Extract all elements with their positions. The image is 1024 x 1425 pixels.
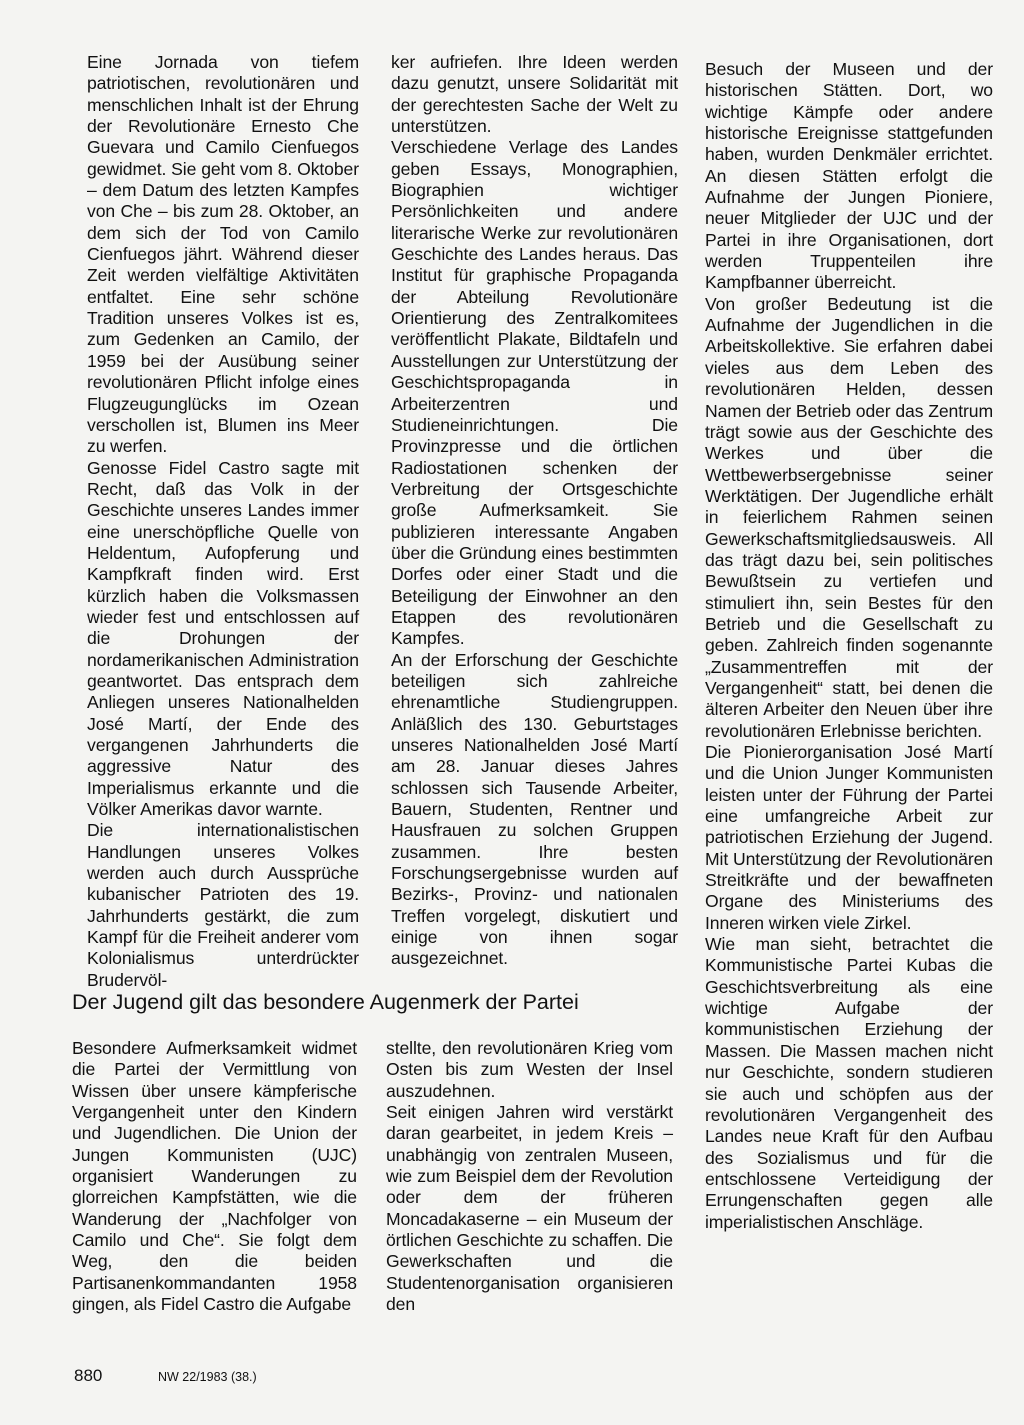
article-column-4 <box>72 1038 357 1315</box>
paragraph: Die Pionierorganisation José Martí und die Union Junger Kommunisten leisten unter der Führung der Partei eine umfangreiche Arbeit zur patriotischen Erziehung der Jugend. Mit Unterstützung der Revolutionären Streitkräfte und der bewaffneten Organe des Ministeriums des Inneren wirken viele Zirkel. <box>705 742 993 933</box>
paragraph: Von großer Bedeutung ist die Aufnahme der Jugendlichen in die Arbeitskollektive. Sie erfahren dabei vieles aus dem Leben des revolutionären Helden, dessen Namen der Betrieb oder das Zentrum trägt sowie aus der Geschichte des Werkes und über die Wettbewerbsergebnisse seiner Werktätigen. Der Jugendliche erhält in feierlichem Rahmen seinen Gewerkschaftsmitgliedsausweis. All das trägt dazu bei, sein politisches Bewußtsein zu vertiefen und stimuliert ihn, sein Bestes für den Betrieb und die Gesellschaft zu geben. Zahlreich finden sogenannte „Zusammentreffen mit der Vergangenheit“ statt, bei denen die älteren Arbeiter den Neuen über ihre revolutionären Erlebnisse berichten. <box>705 293 994 741</box>
page-number: 880 <box>74 1366 103 1385</box>
paragraph: Seit einigen Jahren wird verstärkt daran gearbeitet, in jedem Kreis – unabhängig von zentralen Museen, wie zum Beispiel dem der Revolution oder dem der früheren Moncadakaserne – ein Museum der örtlichen Geschichte zu schaffen. Die Gewerkschaften und die Studentenorganisation organisieren den <box>386 1102 673 1315</box>
paragraph: Genosse Fidel Castro sagte mit Recht, daß das Volk in der Geschichte unseres Landes immer eine unerschöpfliche Quelle von Heldentum, Aufopferung und Kampfkraft finden wird. Erst kürzlich haben die Volksmassen wieder fest und entschlossen auf die Drohungen der nordamerikanischen Administration geantwortet. Das entsprach dem Anliegen unseres Nationalhelden José Martí, der Ende des vergangenen Jahrhunderts die aggressive Natur des Imperialismus erkannte und die Völker Amerikas davor warnte. <box>87 457 359 820</box>
section-heading: Der Jugend gilt das besondere Augenmerk der Partei <box>72 990 579 1014</box>
paragraph: stellte, den revolutionären Krieg vom Osten bis zum Westen der Insel auszudehnen. <box>386 1038 673 1101</box>
article-column-3 <box>705 59 993 1233</box>
paragraph: Besuch der Museen und der historischen Stätten. Dort, wo wichtige Kämpfe oder andere historische Ereignisse stattgefunden haben, wurden Denkmäler errichtet. An diesen Stätten erfolgt die Aufnahme der Jungen Pioniere, neuer Mitglieder der UJC und der Partei in ihre Organisationen, dort werden Truppenteilen ihre Kampfbanner überreicht. <box>705 59 993 293</box>
paragraph: ker aufriefen. Ihre Ideen werden dazu genutzt, unsere Solidarität mit der gerechtesten Sache der Welt zu unterstützen. <box>391 52 678 137</box>
article-column-5 <box>386 1038 673 1315</box>
paragraph: Verschiedene Verlage des Landes geben Essays, Monographien, Biographien wichtiger Persönlichkeiten und andere literarische Werke zur revolutionären Geschichte des Landes heraus. Das Institut für graphische Propaganda der Abteilung Revolutionäre Orientierung des Zentralkomitees veröffentlicht Plakate, Bildtafeln und Ausstellungen zur Unterstützung der Geschichtspropaganda in Arbeiterzentren und Studieneinrichtungen. Die Provinzpresse und die örtlichen Radiostationen schenken der Verbreitung der Ortsgeschichte große Aufmerksamkeit. Sie publizieren interessante Angaben über die Gründung eines bestimmten Dorfes oder einer Stadt und die Beteiligung der Einwohner an den Etappen des revolutionären Kampfes. <box>391 137 678 649</box>
issue-reference: NW 22/1983 (38.) <box>158 1370 257 1384</box>
paragraph: An der Erforschung der Geschichte beteiligen sich zahlreiche ehrenamtliche Studiengruppen. Anläßlich des 130. Geburtstages unseres Nationalhelden José Martí am 28. Januar dieses Jahres schlossen sich Tausende Arbeiter, Bauern, Studenten, Rentner und Hausfrauen zu solchen Gruppen zusammen. Ihre besten Forschungsergebnisse wurden auf Bezirks-, Provinz- und nationalen Treffen vorgelegt, diskutiert und einige von ihnen sogar ausgezeichnet. <box>391 649 678 969</box>
paragraph: Besondere Aufmerksamkeit widmet die Partei der Vermittlung von Wissen über unsere kämpferische Vergangenheit unter den Kindern und Jugendlichen. Die Union der Jungen Kommunisten (UJC) organisiert Wanderungen zu glorreichen Kampfstätten, wie die Wanderung der „Nachfolger von Camilo und Che“. Sie folgt dem Weg, den die beiden Partisanenkommandanten 1958 gingen, als Fidel Castro die Aufgabe <box>72 1038 357 1315</box>
article-column-1 <box>87 52 359 991</box>
paragraph: Eine Jornada von tiefem patriotischen, revolutionären und menschlichen Inhalt ist der Ehrung der Revolutionäre Ernesto Che Guevara und Camilo Cienfuegos gewidmet. Sie geht vom 8. Oktober – dem Datum des letzten Kampfes von Che – bis zum 28. Oktober, an dem sich der Tod von Camilo Cienfuegos jährt. Während dieser Zeit werden vielfältige Aktivitäten entfaltet. Eine sehr schöne Tradition unseres Volkes ist es, zum Gedenken an Camilo, der 1959 bei der Ausübung seiner revolutionären Pflicht infolge eines Flugzeugunglücks im Ozean verschollen ist, Blumen ins Meer zu werfen. <box>87 52 359 457</box>
paragraph: Wie man sieht, betrachtet die Kommunistische Partei Kubas die Geschichtsverbreitung als eine wichtige Aufgabe der kommunistischen Erziehung der Massen. Die Massen machen nicht nur Geschichte, sondern studieren sie auch und schöpfen aus der revolutionären Vergangenheit des Landes neue Kraft für den Aufbau des Sozialismus und für die entschlossene Verteidigung der Errungenschaften gegen alle imperialistischen Anschläge. <box>705 934 993 1232</box>
article-column-2 <box>391 52 678 970</box>
paragraph: Die internationalistischen Handlungen unseres Volkes werden auch durch Aussprüche kubanischer Patrioten des 19. Jahrhunderts gestärkt, die zum Kampf für die Freiheit anderer vom Kolonialismus unterdrückter Brudervöl- <box>87 820 359 990</box>
